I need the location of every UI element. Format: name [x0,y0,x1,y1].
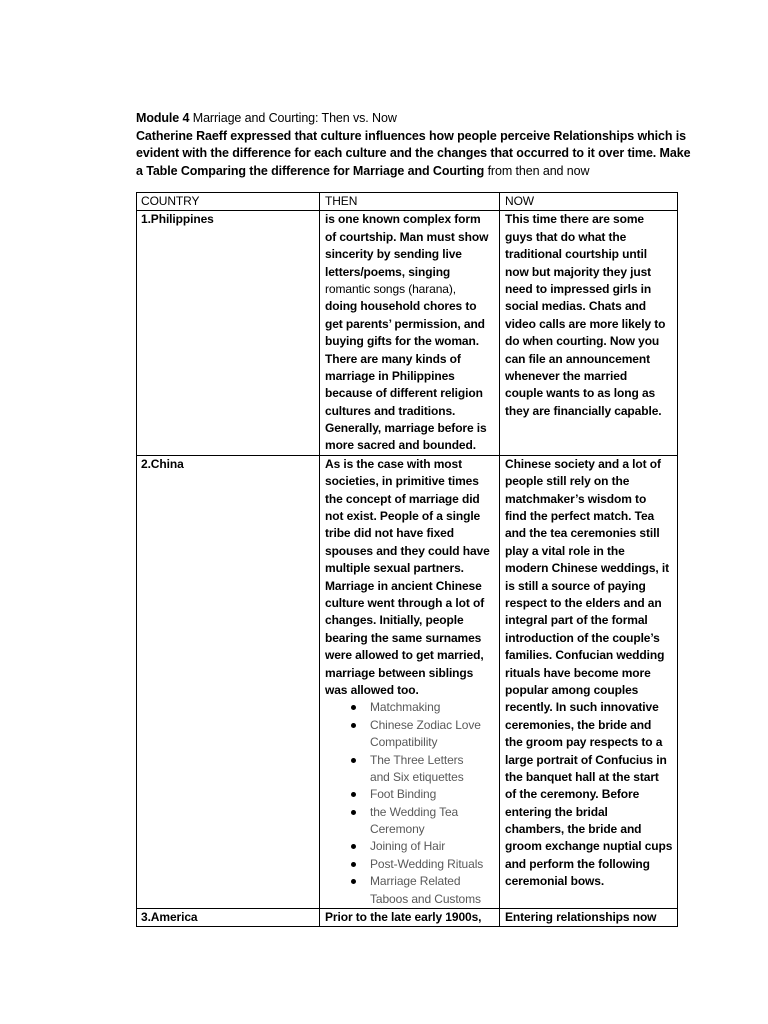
text-line: get parents’ permission, and [325,316,485,331]
text-line: doing household chores to [325,299,477,314]
text-line: As is the case with most [325,456,462,471]
text-line: Chinese society and a lot of [505,456,661,471]
text-line: buying gifts for the woman. [325,334,479,349]
list-item [325,804,496,839]
text-line: more sacred and bounded. [325,438,476,453]
text-line: societies, in primitive times [325,474,479,489]
text-line: Marriage Related [370,874,461,889]
text-line: The Three Letters [370,752,464,767]
document-title [136,110,690,128]
text-line: is one known complex form [325,212,481,227]
text-line: of courtship. Man must show [325,229,489,244]
text-line: is still a source of paying [505,578,646,593]
text-line: recently. In such innovative [505,700,659,715]
list-item [325,856,496,873]
table-cell-country [137,909,320,927]
text-line: video calls are more likely to [505,316,666,331]
text-line: introduction of the couple’s [505,630,660,645]
text-line: There are many kinds of [325,351,461,366]
bullet-icon [351,705,356,710]
text-line: the concept of marriage did [325,491,480,506]
title-text: Marriage and Courting: Then vs. Now [192,111,397,125]
list-item [325,752,496,787]
intro-bold-text: a Table Comparing the difference for Marriage and Courting [136,163,485,178]
text-line: modern Chinese weddings, it [505,561,669,576]
text-line: Post-Wedding Rituals [370,856,484,871]
text-line: multiple sexual partners. [325,561,464,576]
text-line: bearing the same surnames [325,630,482,645]
text-line: families. Confucian wedding [505,648,665,663]
list-item [325,786,496,803]
text-line: rituals have become more [505,665,651,680]
table-row [137,909,678,927]
text-line: sincerity by sending live [325,247,462,262]
table-cell-now [500,211,678,455]
text-line: the groom pay respects to a [505,735,663,750]
text-line: people still rely on the [505,474,630,489]
text-line: respect to the elders and an [505,596,662,610]
country-name: 1.Philippines [141,212,214,227]
text-line: matchmaker’s wisdom to [505,491,647,506]
country-name: 3.America [141,910,198,925]
text-line: the banquet hall at the start [505,769,659,784]
intro-regular-text: from then and now [487,163,590,178]
table-cell-now [500,909,678,927]
text-line: spouses and they could have [325,543,490,558]
text-line: changes. Initially, people [325,613,464,628]
header-cell-now: NOW [500,193,678,211]
table-cell-then [320,211,500,455]
text-line: This time there are some [505,212,644,227]
table-cell-country [137,456,320,909]
text-line: Compatibility [370,735,438,750]
bullet-icon [351,879,356,884]
text-line: of the ceremony. Before [505,787,640,802]
text-line: the Wedding Tea [370,804,459,819]
text-line: Entering relationships now [505,910,657,925]
text-line: and perform the following [505,856,650,871]
text-line: Matchmaking [370,700,441,715]
text-line: play a vital role in the [505,543,625,558]
text-line: marriage between siblings [325,665,474,680]
bullet-icon [351,862,356,867]
table-cell-then [320,909,500,927]
text-line: chambers, the bride and [505,822,642,837]
text-line: ceremonies, the bride and [505,717,652,732]
text-line: whenever the married [505,368,628,383]
text-line: integral part of the formal [505,613,648,628]
text-line: Generally, marriage before is [325,421,487,436]
bullet-icon [351,758,356,763]
table-cell-now [500,456,678,909]
country-name: 2.China [141,456,184,471]
text-line: was allowed too. [325,682,419,697]
table-row [137,211,678,455]
list-item [325,838,496,855]
text-line: need to impressed girls in [505,281,652,296]
text-line: Joining of Hair [370,839,446,854]
text-line: cultures and traditions. [325,403,456,418]
header-cell-country: COUNTRY [137,193,320,211]
comparison-table [136,192,678,927]
intro-line: Catherine Raeff expressed that culture influences how people perceive Relationships which is [136,128,686,143]
text-line: and Six etiquettes [370,769,464,784]
table-header-row [137,193,678,211]
text-line: Prior to the late early 1900s, [325,910,482,925]
intro-line [136,163,690,181]
text-line: traditional courtship until [505,247,647,262]
text-line: social medias. Chats and [505,299,646,314]
text-line: Marriage in ancient Chinese [325,578,482,593]
table-cell-country [137,211,320,455]
bullet-icon [351,844,356,849]
text-line: find the perfect match. Tea [505,509,655,524]
text-line: Ceremony [370,822,425,837]
text-line: were allowed to get married, [325,648,484,663]
text-line: letters/poems, singing [325,264,451,279]
text-line: culture went through a lot of [325,596,485,610]
text-line: guys that do what the [505,229,627,244]
list-item [325,699,496,716]
bullet-icon [351,723,356,728]
intro-line: evident with the difference for each culture and the changes that occurred to it over time. Make [136,146,691,161]
text-line: now but majority they just [505,264,652,279]
text-line: large portrait of Confucius in [505,752,667,767]
text-line: they are financially capable. [505,403,662,418]
text-line: not exist. People of a single [325,509,481,524]
bullet-list [325,699,496,908]
text-line: groom exchange nuptial cups [505,839,673,854]
bullet-icon [351,810,356,815]
text-line: entering the bridal [505,804,608,819]
list-item [325,717,496,752]
text-line: popular among couples [505,682,639,697]
text-line: couple wants to as long as [505,386,656,401]
text-line: and the tea ceremonies still [505,526,660,541]
header-cell-then: THEN [320,193,500,211]
module-label: Module 4 [136,111,190,125]
text-line: Taboos and Customs [370,891,481,906]
table-cell-then [320,456,500,909]
text-line: do when courting. Now you [505,334,660,349]
table-row [137,456,678,909]
text-line: romantic songs (harana), [325,281,456,296]
text-line: because of different religion [325,386,483,401]
text-line: Foot Binding [370,787,437,802]
text-line: Chinese Zodiac Love [370,717,481,732]
list-item [325,873,496,908]
text-line: can file an announcement [505,351,650,366]
text-line: ceremonial bows. [505,874,605,889]
document-intro [136,110,690,180]
text-line: marriage in Philippines [325,368,455,383]
bullet-icon [351,792,356,797]
text-line: tribe did not have fixed [325,526,454,541]
